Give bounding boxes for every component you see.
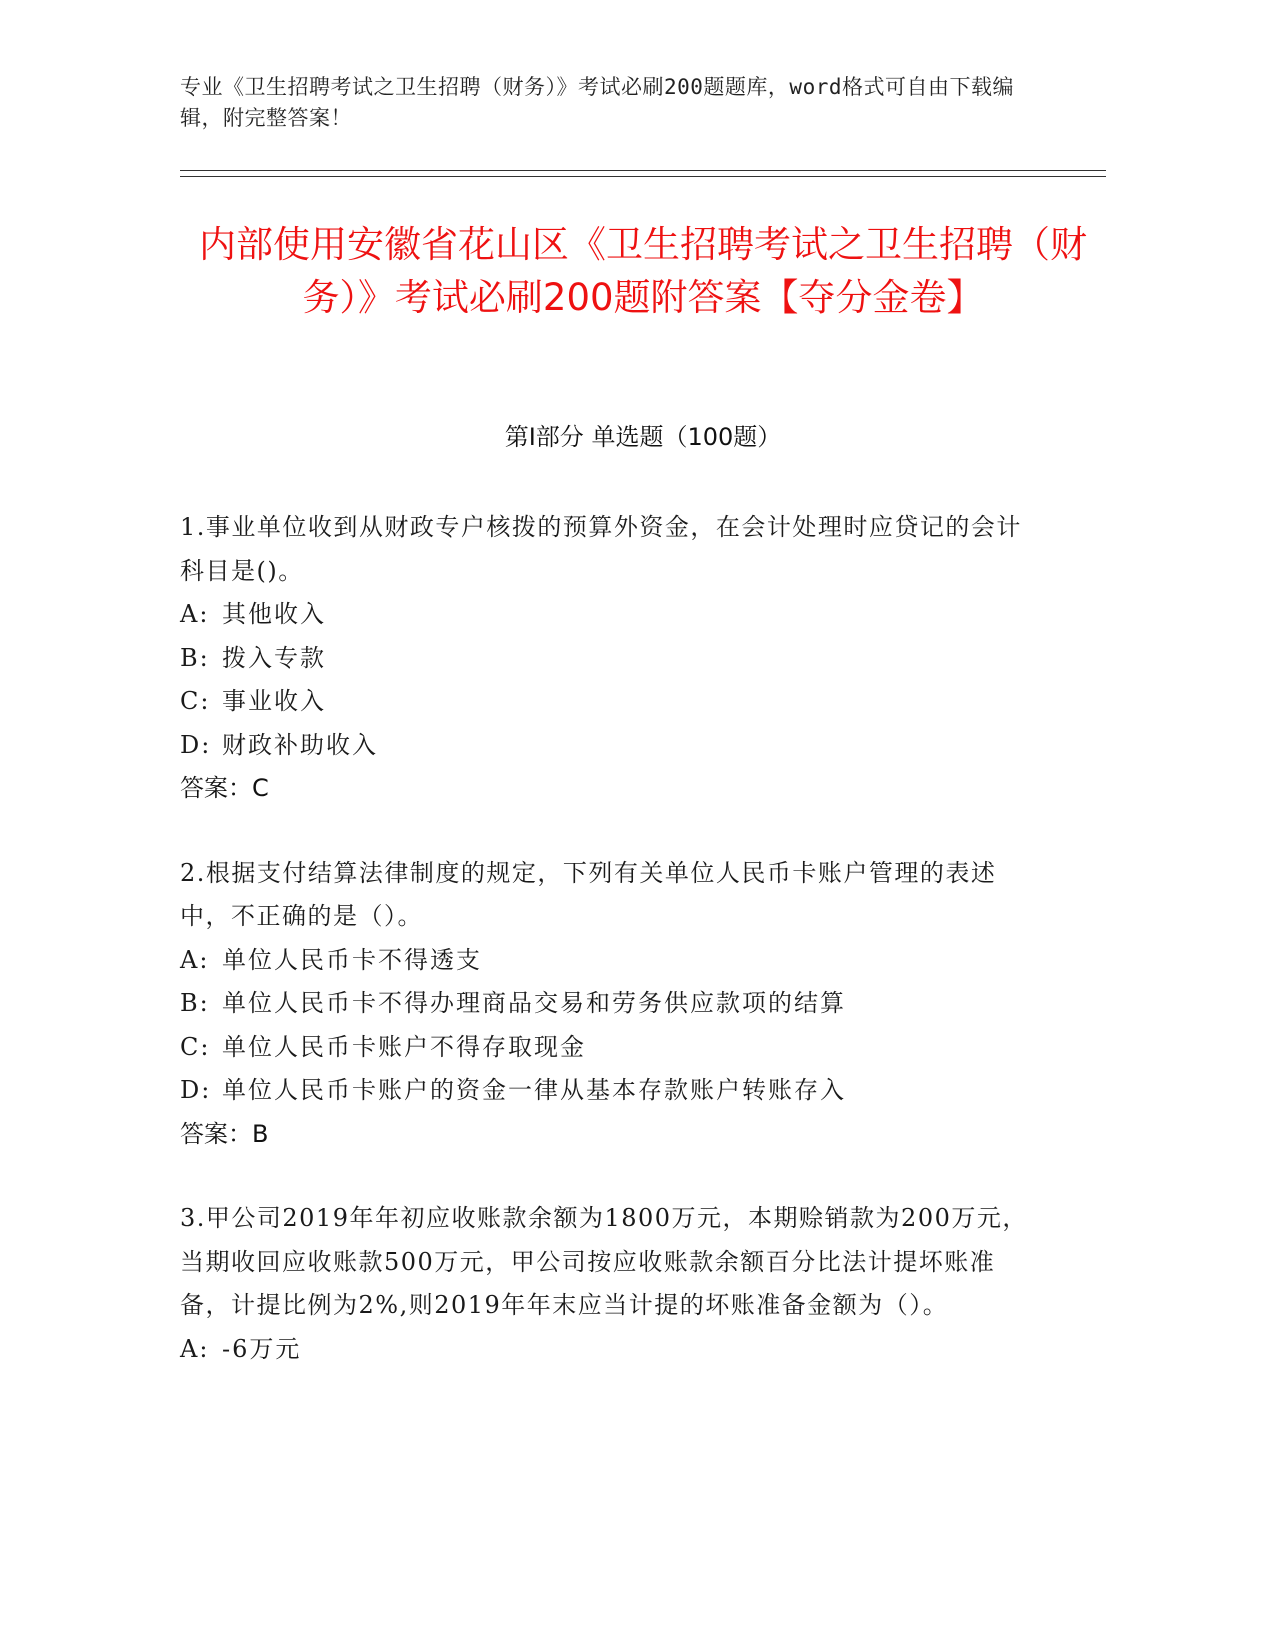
question-1 (180, 506, 1030, 811)
header-divider-bottom (180, 176, 1106, 177)
option-a (180, 593, 1030, 637)
option-a (180, 939, 1030, 983)
answer-line: 答案：C (180, 774, 269, 802)
question-stem: 2.根据支付结算法律制度的规定，下列有关单位人民币卡账户管理的表述中，不正确的是（）。 (180, 858, 997, 930)
option-text: 事业收入 (222, 687, 326, 715)
option-text: -6万元 (222, 1334, 302, 1363)
header-divider-top (180, 170, 1106, 171)
option-text: 单位人民币卡不得透支 (222, 945, 482, 974)
option-letter: A: (180, 1334, 210, 1363)
option-letter: C: (180, 1032, 211, 1061)
option-b (180, 982, 1030, 1026)
option-c (180, 1026, 1030, 1070)
option-text: 其他收入 (222, 600, 326, 628)
question-list (180, 506, 1030, 1412)
option-text: 财政补助收入 (222, 730, 378, 759)
option-text: 拨入专款 (222, 643, 326, 672)
option-letter: C: (180, 687, 211, 715)
section-heading: 第Ⅰ部分 单选题（100题） (504, 423, 782, 451)
option-text: 单位人民币卡不得办理商品交易和劳务供应款项的结算 (222, 989, 846, 1017)
intro-text: 专业《卫生招聘考试之卫生招聘（财务）》考试必刷200题题库，word格式可自由下载编辑，附完整答案！ (180, 75, 1014, 130)
option-text: 单位人民币卡账户的资金一律从基本存款账户转账存入 (222, 1076, 846, 1104)
option-letter: A: (180, 600, 210, 628)
option-text: 单位人民币卡账户不得存取现金 (222, 1032, 586, 1061)
option-a (180, 1328, 1030, 1372)
option-letter: B: (180, 643, 210, 672)
question-stem: 1.事业单位收到从财政专户核拨的预算外资金，在会计处理时应贷记的会计科目是()。 (180, 513, 1022, 585)
option-d (180, 724, 1030, 768)
option-c (180, 680, 1030, 724)
option-letter: B: (180, 989, 210, 1017)
question-3 (180, 1197, 1030, 1371)
answer-line: 答案：B (180, 1119, 269, 1148)
question-2 (180, 852, 1030, 1157)
option-letter: D: (180, 1076, 212, 1104)
option-d (180, 1069, 1030, 1113)
document-title: 内部使用安徽省花山区《卫生招聘考试之卫生招聘（财务）》考试必刷200题附答案【夺分金卷】 (199, 223, 1087, 319)
option-b (180, 637, 1030, 681)
option-letter: D: (180, 730, 212, 759)
question-stem: 3.甲公司2019年年初应收账款余额为1800万元，本期赊销款为200万元，当期收回应收账款500万元，甲公司按应收账款余额百分比法计提坏账准备，计提比例为2%,则2019年年末应当计提的坏账准备金额为（）。 (180, 1204, 1028, 1319)
option-letter: A: (180, 945, 210, 974)
